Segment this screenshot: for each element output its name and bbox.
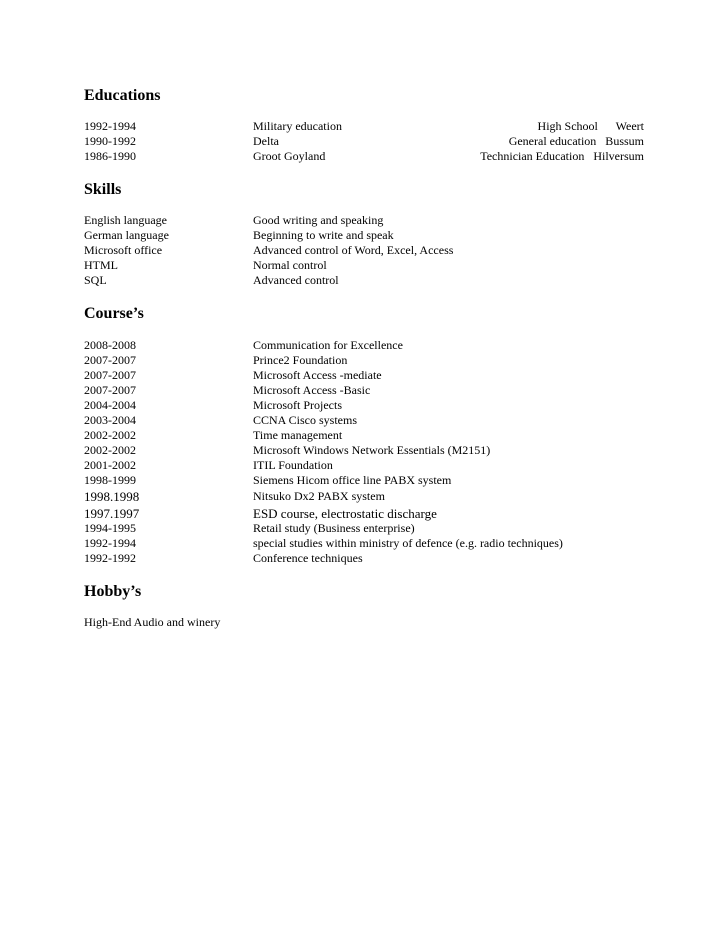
course-name: Time management xyxy=(253,428,343,442)
course-years: 1997.1997 xyxy=(84,506,140,521)
course-name: Conference techniques xyxy=(253,551,363,565)
course-years: 2002-2002 xyxy=(84,428,136,442)
skill-name: Microsoft office xyxy=(84,243,163,257)
education-row xyxy=(84,119,644,134)
course-name: ESD course, electrostatic discharge xyxy=(253,506,437,521)
skill-name: SQL xyxy=(84,273,107,287)
course-row xyxy=(84,458,644,473)
education-years: 1992-1994 xyxy=(84,119,136,133)
course-years: 2004-2004 xyxy=(84,398,136,412)
skill-row xyxy=(84,228,644,243)
course-row xyxy=(84,428,644,443)
skill-row xyxy=(84,213,644,228)
education-years: 1990-1992 xyxy=(84,134,136,148)
skill-row xyxy=(84,273,644,288)
course-years: 1998-1999 xyxy=(84,473,136,487)
education-row xyxy=(84,134,644,149)
course-row xyxy=(84,473,644,488)
course-row xyxy=(84,489,644,504)
course-name: Microsoft Access -Basic xyxy=(253,383,371,397)
course-years: 2008-2008 xyxy=(84,338,136,352)
hobbies-heading: Hobby’s xyxy=(84,583,142,600)
skill-name: English language xyxy=(84,213,167,227)
course-name: CCNA Cisco systems xyxy=(253,413,358,427)
course-name: Prince2 Foundation xyxy=(253,353,348,367)
course-row xyxy=(84,443,644,458)
course-years: 2007-2007 xyxy=(84,383,136,397)
skills-heading: Skills xyxy=(84,181,122,198)
course-years: 1994-1995 xyxy=(84,521,136,535)
skill-level: Good writing and speaking xyxy=(253,213,384,227)
education-row xyxy=(84,149,644,164)
courses-heading: Course’s xyxy=(84,305,144,322)
course-name: Microsoft Access -mediate xyxy=(253,368,382,382)
skill-name: German language xyxy=(84,228,169,242)
education-detail: Technician Education Hilversum xyxy=(480,149,644,163)
education-detail: High School Weert xyxy=(537,119,644,133)
course-name: Communication for Excellence xyxy=(253,338,403,352)
course-row xyxy=(84,551,644,566)
course-years: 2001-2002 xyxy=(84,458,136,472)
course-name: Siemens Hicom office line PABX system xyxy=(253,473,452,487)
course-row xyxy=(84,398,644,413)
education-name: Delta xyxy=(253,134,279,148)
course-years: 1992-1992 xyxy=(84,551,136,565)
education-years: 1986-1990 xyxy=(84,149,136,163)
course-name: Microsoft Windows Network Essentials (M2151) xyxy=(253,443,491,457)
course-row xyxy=(84,338,644,353)
skill-row xyxy=(84,258,644,273)
skill-level: Advanced control of Word, Excel, Access xyxy=(253,243,454,257)
course-row xyxy=(84,521,644,536)
course-name: Microsoft Projects xyxy=(253,398,342,412)
skill-level: Normal control xyxy=(253,258,327,272)
educations-heading: Educations xyxy=(84,87,161,104)
education-name: Groot Goyland xyxy=(253,149,326,163)
course-row xyxy=(84,413,644,428)
skill-name: HTML xyxy=(84,258,118,272)
skill-row xyxy=(84,243,644,258)
course-name: Retail study (Business enterprise) xyxy=(253,521,415,535)
course-name: Nitsuko Dx2 PABX system xyxy=(253,489,385,503)
course-years: 2007-2007 xyxy=(84,353,136,367)
course-row xyxy=(84,536,644,551)
course-row xyxy=(84,506,644,521)
course-years: 2003-2004 xyxy=(84,413,136,427)
education-name: Military education xyxy=(253,119,342,133)
course-row xyxy=(84,383,644,398)
course-name: ITIL Foundation xyxy=(253,458,333,472)
course-row xyxy=(84,353,644,368)
hobby-text: High-End Audio and winery xyxy=(84,615,221,629)
course-row xyxy=(84,368,644,383)
education-detail: General education Bussum xyxy=(508,134,644,148)
course-years: 2007-2007 xyxy=(84,368,136,382)
course-years: 2002-2002 xyxy=(84,443,136,457)
skill-level: Beginning to write and speak xyxy=(253,228,394,242)
skill-level: Advanced control xyxy=(253,273,339,287)
course-years: 1992-1994 xyxy=(84,536,136,550)
course-years: 1998.1998 xyxy=(84,489,140,504)
course-name: special studies within ministry of defence (e.g. radio techniques) xyxy=(253,536,563,550)
